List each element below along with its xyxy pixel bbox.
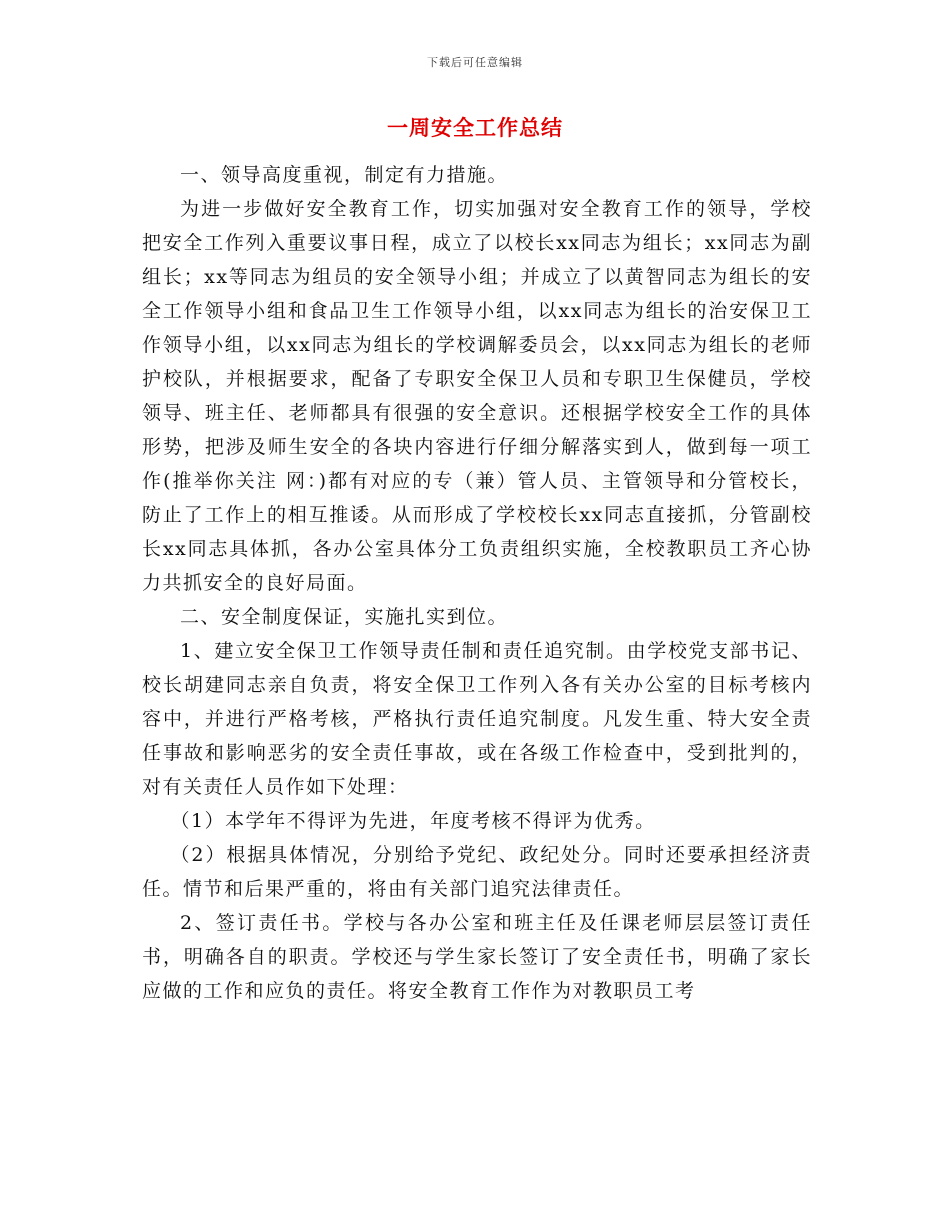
section-heading-2: 二、安全制度保证，实施扎实到位。	[180, 606, 509, 628]
document-title: 一周安全工作总结	[387, 116, 563, 140]
document-body	[142, 158, 812, 1008]
header-note: 下载后可任意编辑	[427, 56, 523, 69]
paragraph-leadership: 为进一步做好安全教育工作，切实加强对安全教育工作的领导，学校把安全工作列入重要议事日程，成立了以校长xx同志为组长；xx同志为副组长；xx等同志为组员的安全领导小组；并成立了以黄智同志为组长的安全工作领导小组和食品卫生工作领导小组，以xx同志为组长的治安保卫工作领导小组，以xx同志为组长的学校调解委员会，以xx同志为组长的老师护校队，并根据要求，配备了专职安全保卫人员和专职卫生保健员，学校领导、班主任、老师都具有很强的安全意识。还根据学校安全工作的具体形势，把涉及师生安全的各块内容进行仔细分解落实到人，做到每一项工作(推举你关注 网：)都有对应的专（兼）管人员、主管领导和分管校长，防止了工作上的相互推诿。从而形成了学校校长xx同志直接抓，分管副校长xx同志具体抓，各办公室具体分工负责组织实施，全校教职员工齐心协力共抓安全的良好局面。	[142, 198, 812, 594]
paragraph-responsibility-system: 1、建立安全保卫工作领导责任制和责任追究制。由学校党支部书记、校长胡建同志亲自负责，将安全保卫工作列入各有关办公室的目标考核内容中，并进行严格考核，严格执行责任追究制度。凡发生重、特大安全责任事故和影响恶劣的安全责任事故，或在各级工作检查中，受到批判的，对有关责任人员作如下处理：	[142, 640, 812, 798]
section-heading-1: 一、领导高度重视，制定有力措施。	[180, 164, 509, 186]
list-item-1: （1）本学年不得评为先进，年度考核不得评为优秀。	[170, 810, 656, 832]
list-item-2: （2）根据具体情况，分别给予党纪、政纪处分。同时还要承担经济责任。情节和后果严重的，将由有关部门追究法律责任。	[142, 844, 812, 900]
paragraph-responsibility-letter: 2、签订责任书。学校与各办公室和班主任及任课老师层层签订责任书，明确各自的职责。学校还与学生家长签订了安全责任书，明确了家长应做的工作和应负的责任。将安全教育工作作为对教职员工考	[142, 912, 812, 1002]
